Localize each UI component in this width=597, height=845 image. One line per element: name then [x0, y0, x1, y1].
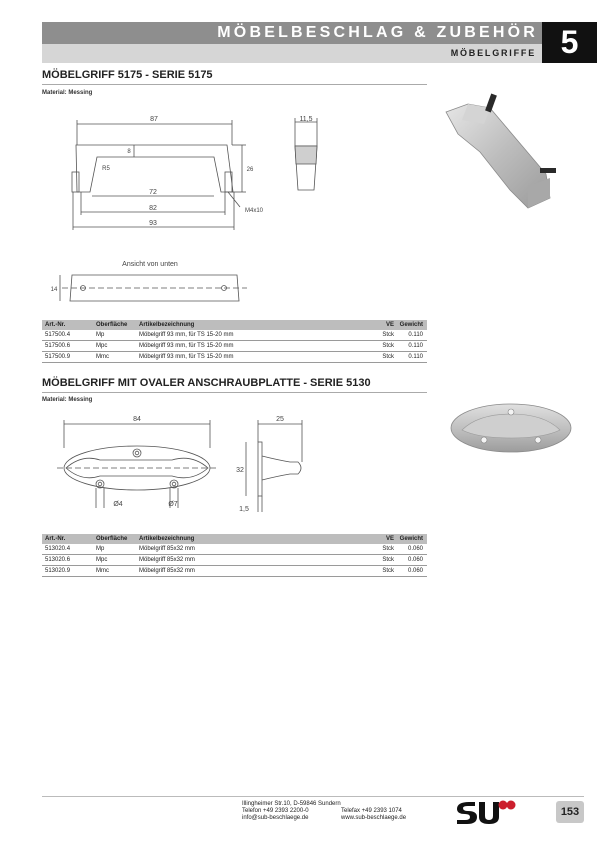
cell-oberflaeche: Mmc — [93, 566, 136, 577]
dim-25: 25 — [276, 416, 284, 423]
header-title: MÖBELBESCHLAG & ZUBEHÖR — [217, 24, 538, 41]
cell-gewicht: 0.060 — [394, 544, 427, 555]
cell-bezeichnung: Möbelgriff 85x32 mm — [136, 555, 339, 566]
cell-ve: Stck — [339, 555, 394, 566]
dim-m4: M4x10 — [244, 208, 264, 214]
footer-web[interactable]: www.sub-beschlaege.de — [341, 815, 407, 821]
cell-oberflaeche: Mp — [93, 544, 136, 555]
dim-1-5: 1,5 — [239, 506, 249, 513]
dim-d4: Ø4 — [113, 501, 123, 508]
cell-oberflaeche: Mpc — [93, 555, 136, 566]
col-artikelbezeichnung: Artikelbezeichnung — [136, 534, 339, 544]
dim-87: 87 — [150, 116, 158, 123]
cell-art-nr: 513020.6 — [42, 555, 93, 566]
col-oberflaeche: Oberfläche — [93, 534, 136, 544]
col-art-nr: Art.-Nr. — [42, 534, 93, 544]
cell-oberflaeche: Mmc — [93, 352, 136, 363]
cell-art-nr: 517500.9 — [42, 352, 93, 363]
handle-5130-drawing — [42, 408, 242, 518]
table-row — [42, 544, 427, 555]
handle-5130-side — [232, 408, 312, 518]
table-header-row — [42, 534, 427, 544]
cell-oberflaeche: Mpc — [93, 341, 136, 352]
dim-82: 82 — [149, 205, 157, 212]
handle-5130-photo — [448, 400, 576, 458]
table-row — [42, 555, 427, 566]
col-gewicht: Gewicht — [394, 534, 427, 544]
footer-phone: Telefon +49 2393 2200-0 — [242, 808, 309, 814]
dim-8: 8 — [127, 149, 131, 155]
cell-gewicht: 0.110 — [394, 341, 427, 352]
section1-material: Material: Messing — [42, 90, 93, 96]
handle-5175-profile — [285, 112, 335, 197]
cell-bezeichnung: Möbelgriff 93 mm, für TS 15-20 mm — [136, 330, 339, 341]
handle-5175-drawing — [42, 100, 264, 315]
bottom-view-label: Ansicht von unten — [122, 261, 178, 268]
dim-d7: Ø7 — [168, 501, 178, 508]
section2-rule — [42, 392, 427, 393]
section2-title: MÖBELGRIFF MIT OVALER ANSCHRAUBPLATTE - SERIE 5130 — [42, 377, 371, 389]
cell-gewicht: 0.060 — [394, 566, 427, 577]
section2-table — [42, 534, 427, 577]
chapter-number: 5 — [542, 22, 597, 63]
table-row — [42, 330, 427, 341]
table-row — [42, 352, 427, 363]
footer-rule — [42, 796, 584, 797]
cell-oberflaeche: Mp — [93, 330, 136, 341]
handle-5175-photo — [438, 90, 568, 210]
footer-address: Illingheimer Str.10, D-59846 Sundern — [242, 801, 341, 807]
cell-gewicht: 0.110 — [394, 330, 427, 341]
section1-rule — [42, 84, 427, 85]
cell-ve: Stck — [339, 352, 394, 363]
cell-ve: Stck — [339, 566, 394, 577]
footer-fax: Telefax +49 2393 1074 — [341, 808, 402, 814]
cell-art-nr: 513020.4 — [42, 544, 93, 555]
page-number: 153 — [556, 801, 584, 823]
section2-material: Material: Messing — [42, 397, 93, 403]
dim-14: 14 — [50, 287, 58, 293]
col-art-nr: Art.-Nr. — [42, 320, 93, 330]
col-ve: VE — [339, 320, 394, 330]
dim-93: 93 — [149, 220, 157, 227]
cell-ve: Stck — [339, 544, 394, 555]
col-oberflaeche: Oberfläche — [93, 320, 136, 330]
dim-r5: R5 — [102, 166, 110, 172]
cell-bezeichnung: Möbelgriff 93 mm, für TS 15-20 mm — [136, 352, 339, 363]
dim-11-5: 11,5 — [299, 116, 313, 123]
section1-title: MÖBELGRIFF 5175 - SERIE 5175 — [42, 69, 213, 81]
col-artikelbezeichnung: Artikelbezeichnung — [136, 320, 339, 330]
cell-bezeichnung: Möbelgriff 85x32 mm — [136, 544, 339, 555]
cell-art-nr: 513020.9 — [42, 566, 93, 577]
table-row — [42, 341, 427, 352]
table-header-row — [42, 320, 427, 330]
cell-gewicht: 0.110 — [394, 352, 427, 363]
company-logo — [455, 798, 517, 826]
cell-ve: Stck — [339, 330, 394, 341]
cell-art-nr: 517500.6 — [42, 341, 93, 352]
table-row — [42, 566, 427, 577]
cell-bezeichnung: Möbelgriff 93 mm, für TS 15-20 mm — [136, 341, 339, 352]
cell-art-nr: 517500.4 — [42, 330, 93, 341]
section1-table — [42, 320, 427, 363]
dim-26: 26 — [246, 167, 254, 173]
cell-ve: Stck — [339, 341, 394, 352]
dim-32: 32 — [236, 467, 244, 474]
col-ve: VE — [339, 534, 394, 544]
cell-gewicht: 0.060 — [394, 555, 427, 566]
dim-84: 84 — [133, 416, 141, 423]
header-subtitle: MÖBELGRIFFE — [450, 48, 536, 58]
col-gewicht: Gewicht — [394, 320, 427, 330]
footer-email[interactable]: info@sub-beschlaege.de — [242, 815, 309, 821]
cell-bezeichnung: Möbelgriff 85x32 mm — [136, 566, 339, 577]
dim-72: 72 — [149, 189, 157, 196]
